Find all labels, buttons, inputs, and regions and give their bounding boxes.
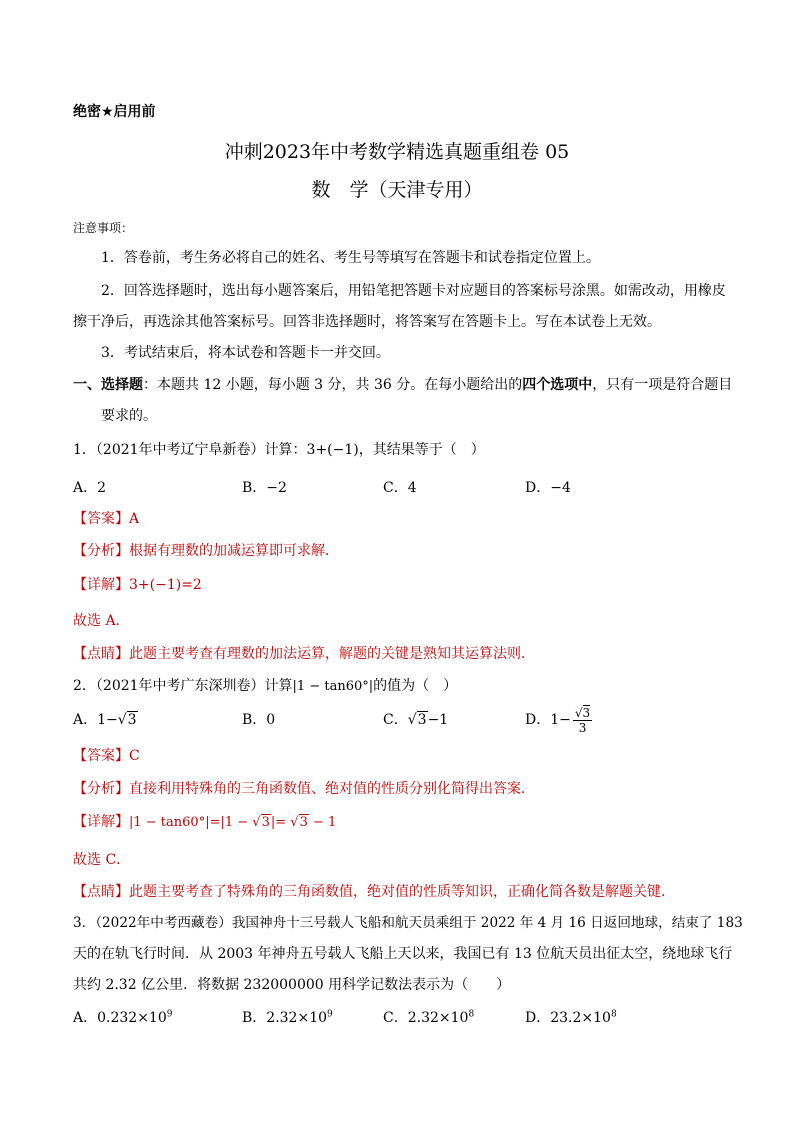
q1-analysis xyxy=(73,541,339,561)
q2-option-d xyxy=(525,703,592,737)
q2-option-c xyxy=(383,710,448,730)
q2-comment-label: 【点睛】 xyxy=(73,884,129,900)
q2-detail-rad2: 3 xyxy=(299,815,308,830)
section1-tail: ，只有一项是符合题目 xyxy=(592,377,733,393)
sqrt-symbol: √3 xyxy=(407,712,427,728)
q2-option-d-pre: D．1− xyxy=(525,712,571,728)
q1-answer-label: 【答案】 xyxy=(73,511,129,527)
q3-option-a-exp: 9 xyxy=(166,1009,173,1020)
q1-analysis-label: 【分析】 xyxy=(73,543,129,559)
secret-label: 绝密★启用前 xyxy=(73,104,156,120)
q2-option-a-pre: A．1− xyxy=(73,712,118,728)
sqrt-symbol: √3 xyxy=(252,815,270,830)
sqrt-symbol: √3 xyxy=(117,712,137,728)
q3-stem-line3: 共约 2.32 亿公里．将数据 232000000 用科学记数法表示为（ ） xyxy=(73,977,511,993)
q1-detail-label: 【详解】 xyxy=(73,577,129,593)
q1-answer xyxy=(73,509,139,529)
q3-option-d-text: D．23.2×10 xyxy=(525,1010,611,1026)
q2-option-d-den: 3 xyxy=(578,720,587,735)
q1-analysis-text: 根据有理数的加减运算即可求解． xyxy=(129,543,339,559)
q1-option-a: A．2 xyxy=(73,480,107,496)
q2-detail xyxy=(73,812,336,833)
q2-detail-mid: |= xyxy=(270,815,291,830)
q2-comment-text: 此题主要考查了特殊角的三角函数值，绝对值的性质等知识，正确化简各数是解题关键． xyxy=(129,884,675,900)
q2-stem-post: 的值为（ ） xyxy=(373,678,458,694)
q2-answer xyxy=(73,746,140,766)
q1-option-c: C．4 xyxy=(383,480,417,496)
q2-expr: |1 − tan60°| xyxy=(292,679,374,694)
q1-stem-pre: 1．（2021年中考辽宁阜新卷）计算： xyxy=(73,442,307,458)
notice-item-2b: 擦干净后，再选涂其他答案标号。回答非选择题时，将答案写在答题卡上。写在本试卷上无效。 xyxy=(73,314,661,330)
q2-option-a xyxy=(73,710,138,730)
q3-option-c xyxy=(383,1008,474,1028)
q1-stem xyxy=(73,440,485,460)
q3-stem-line1: 3．（2022年中考西藏卷）我国神舟十三号载人飞船和航天员乘组于 2022 年 4 月 16 日返回地球，结束了 183 xyxy=(73,915,743,931)
sqrt-symbol: √3 xyxy=(290,815,308,830)
q2-analysis xyxy=(73,779,535,799)
q1-comment xyxy=(73,644,535,664)
section1-bold: 四个选项中 xyxy=(522,377,593,393)
q2-comment xyxy=(73,882,675,902)
q2-answer-value: C xyxy=(129,748,140,764)
notice-item-2a: 2．回答选择题时，选出每小题答案后，用铅笔把答题卡对应题目的答案标号涂黑。如需改动，用橡皮 xyxy=(101,283,726,299)
fraction xyxy=(573,706,592,735)
q3-option-a-text: A．0.232×10 xyxy=(73,1010,167,1026)
notice-item-3: 3．考试结束后，将本试卷和答题卡一并交回。 xyxy=(101,345,390,361)
q3-option-b xyxy=(242,1008,333,1028)
q3-option-c-text: C．2.32×10 xyxy=(383,1010,469,1026)
q1-detail xyxy=(73,575,202,595)
q1-conclusion: 故选 A． xyxy=(73,613,130,629)
q3-option-c-exp: 8 xyxy=(468,1009,475,1020)
q3-option-b-text: B．2.32×10 xyxy=(242,1010,328,1026)
q2-option-a-rad: 3 xyxy=(127,712,137,728)
section1-line1 xyxy=(73,375,732,395)
q2-analysis-text: 直接利用特殊角的三角函数值、绝对值的性质分别化简得出答案． xyxy=(129,781,535,797)
q2-option-c-post: −1 xyxy=(427,712,449,728)
q2-detail-label: 【详解】 xyxy=(73,814,129,830)
notice-item-1: 1．答卷前，考生务必将自己的姓名、考生号等填写在答题卡和试卷指定位置上。 xyxy=(101,250,600,266)
section1-line2: 要求的。 xyxy=(101,408,157,424)
q2-option-b: B．0 xyxy=(242,712,276,728)
q2-conclusion: 故选 C． xyxy=(73,852,131,868)
q1-comment-text: 此题主要考查有理数的加法运算，解题的关键是熟知其运算法则． xyxy=(129,646,535,662)
q1-answer-value: A xyxy=(129,511,140,527)
q2-option-c-pre: C． xyxy=(383,712,408,728)
q3-option-d-exp: 8 xyxy=(610,1009,617,1020)
q1-option-b: B．−2 xyxy=(242,480,287,496)
q1-expr: 3+(−1) xyxy=(306,442,359,458)
q2-option-c-rad: 3 xyxy=(417,712,427,728)
q2-answer-label: 【答案】 xyxy=(73,748,129,764)
q2-stem-pre: 2．（2021年中考广东深圳卷）计算 xyxy=(73,678,293,694)
section1-text: ：本题共 12 小题，每小题 3 分，共 36 分。在每小题给出的 xyxy=(143,377,523,393)
q3-option-b-exp: 9 xyxy=(327,1009,333,1020)
section1-label: 一、选择题 xyxy=(73,377,143,393)
q3-option-d xyxy=(525,1008,617,1028)
q2-option-d-num-rad: 3 xyxy=(582,705,591,720)
exam-title: 冲刺2023年中考数学精选真题重组卷 05 xyxy=(224,141,570,163)
fraction-numerator: √3 xyxy=(574,705,591,720)
q2-detail-post: − 1 xyxy=(308,815,337,830)
q1-comment-label: 【点睛】 xyxy=(73,646,129,662)
q1-stem-post: ，其结果等于（ ） xyxy=(358,442,485,458)
q1-option-d: D．−4 xyxy=(525,480,571,496)
q1-detail-text: 3+(−1)=2 xyxy=(129,577,202,593)
q2-stem xyxy=(73,676,457,697)
q3-option-a xyxy=(73,1008,172,1028)
exam-subtitle: 数 学（天津专用） xyxy=(311,179,483,201)
q2-analysis-label: 【分析】 xyxy=(73,781,129,797)
notice-heading: 注意事项： xyxy=(73,221,134,235)
q2-detail-pre: |1 − tan60°|=|1 − xyxy=(129,815,253,830)
q2-detail-rad: 3 xyxy=(261,815,270,830)
q3-stem-line2: 天的在轨飞行时间．从 2003 年神舟五号载人飞船上天以来，我国已有 13 位航天员出征太空，绕地球飞行 xyxy=(73,946,733,962)
